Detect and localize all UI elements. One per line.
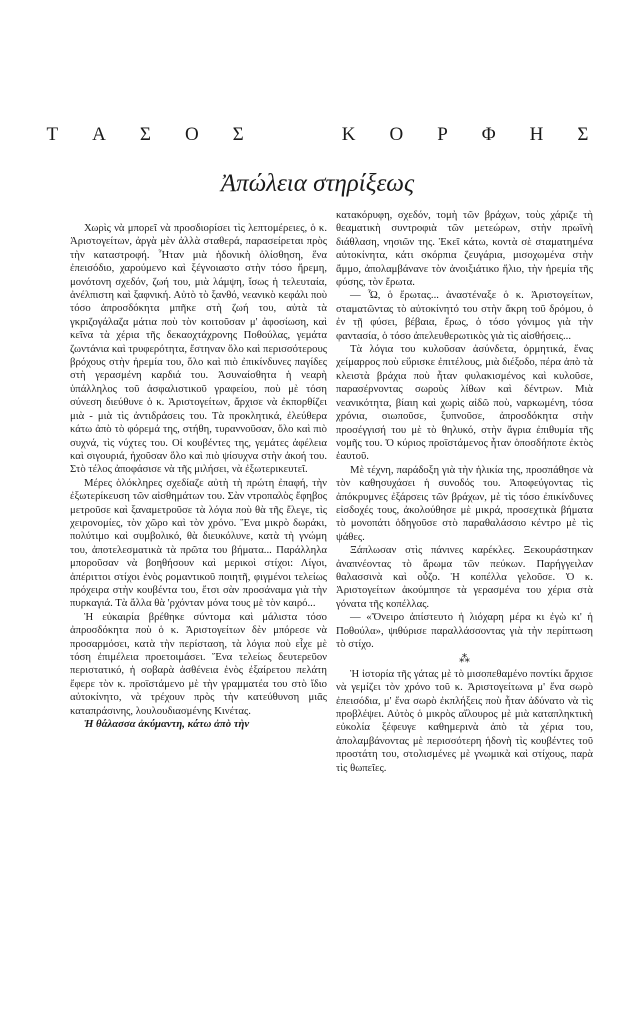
author-name <box>0 124 635 148</box>
paragraph: Μέρες ὁλόκληρες σχεδίαζε αὐτὴ τὴ πρώτη ἐπαφή, τὴν ἐξωτερίκευση τῶν αἰσθημάτων του. Σὰν ντροπαλὸς ἔφηβος μετροῦσε καὶ ξαναμετροῦσε τὰ λόγια ποὺ θὰ τῆς ἔλεγε, τὶς χειρονομίες, τὸν χῶρο καὶ τὸν χρόνο. Ἕνα μικρὸ δωράκι, πολύτιμο καὶ συμβολικό, θὰ διευκόλυνε, κατὰ τὴ γνώμη του, ἀποτελεσματικὰ τὰ πρῶτα του βήματα... Παράλληλα μποροῦσαν νὰ βοηθήσουν καὶ μερικοὶ στίχοι: Λίγοι, ἀπέριττοι στίχοι ἑνὸς ρομαντικοῦ ποιητῆ, φιγμένοι τελείως πρόχειρα στὴν κουβέντα του, ἔτσι σὰν προσάναμα γιὰ τὴν πυρκαγιά. Τὰ ἄλλα θὰ 'ρχόνταν μόνα τους μὲ τὸν καιρό... <box>70 476 327 610</box>
paragraph-lead: Ἡ θάλασσα ἀκύμαντη, κάτω ἀπὸ τὴν <box>84 718 250 731</box>
paragraph: Τὰ λόγια του κυλοῦσαν ἀσύνδετα, ὁρμητικά, ἕνας χείμαρρος ποὺ εὕρισκε ἐπιτέλους, μιὰ διέξοδο, πέρα ἀπὸ τὰ κλειστὰ βράχια ποὺ ἦταν φυλακισμένος καὶ κυλοῦσε, παρασέρνοντας σωροὺς λίθων καὶ δέντρων. Μιὰ νεανικότητα, βίαιη καὶ χωρὶς αἰδῶ ποὺ, ναρκωμένη, τόσα χρόνια, σιωποῦσε, ξυπνοῦσε, ἀπροσδόκητα στὴν προσέγγισή του μὲ τὸ θηλυκό, στὴν ἄγρια ἐπιθυμία τῆς νομῆς του. Ὁ κύριος προϊστάμενος ἦταν ὁποσδήποτε ἐκτὸς ἑαυτοῦ. <box>336 343 593 463</box>
author-letter: Τ <box>46 124 59 145</box>
author-letter <box>278 124 308 148</box>
author-letter: Η <box>529 124 544 145</box>
author-letter: Σ <box>139 124 151 145</box>
author-letter: Κ <box>341 124 356 145</box>
section-break-asterism: ⁂ <box>459 653 470 666</box>
author-letter: Σ <box>232 124 244 145</box>
paragraph: Ἡ ἱστορία τῆς γάτας μὲ τὸ μισοπεθαμένο ποντίκι ἄρχισε νὰ γεμίζει τὸν χρόνο τοῦ κ. Ἀριστογείτωνα μ' ἕνα σωρὸ ἐπεισόδια, μ' ἕνα σωρὸ ἐκπλήξεις ποὺ ἦταν ἀδύνατο νὰ τὶς προβλέψει. Αὐτὸς ὁ μικρὸς αἴλουρος μὲ μιὰ καταπληκτικὴ εὐκολία ξέφευγε καθημερινὰ ἀπὸ τὰ χέρια του, ἀπολαμβάνοντας μὲ περισσότερη ἡδονὴ τὶς κουβέντες τοῦ προστάτη του, στολισμένες μὲ γνωμικὰ καὶ στίχους, παρὰ τὶς θωπεῖες. <box>336 667 593 774</box>
paragraph: — «Ὄνειρο ἀπίστευτο ἡ λιόχαρη μέρα κι ἐγὼ κι' ἡ Ποθούλα», ψιθύρισε παραλλάσσοντας γιὰ τὴν περίπτωση τὸ στίχο. <box>336 611 593 650</box>
author-letter: Ο <box>389 124 404 145</box>
author-letter: Ο <box>184 124 199 145</box>
paragraph: Μὲ τέχνη, παράδοξη γιὰ τὴν ἡλικία της, προσπάθησε νὰ τὸν καθησυχάσει ἡ συνοδός του. Ἀποφεύγοντας τὶς ἀπόκρυμνες ἐξάρσεις τῶν βράχων, μὲ τὶς τόσο ἐπικίνδυνες εἰσδοχές τους, ἀκολούθησε μὲ μικρά, προσεχτικὰ βήματα τὸ μονοπάτι ὁδηγοῦσε στὸ παραθαλάσσιο κέντρο μὲ τὶς ψάθες. <box>336 463 593 543</box>
paragraph: Χωρὶς νὰ μπορεῖ νὰ προσδιορίσει τὶς λεπτομέρειες, ὁ κ. Ἀριστογείτων, ἀργὰ μὲν ἀλλὰ σταθερά, παρασείρεται πρὸς τὴν καταστροφή. Ἦταν μιὰ ἡδονικὴ ὀλίσθηση, ἕνα ἐπεισόδιο, χαρούμενο καὶ ξέγνοιαστο στὴν τόσο ἤρεμη, μονότονη σχεδόν, ζωή του, μιὰ λάμψη, ἴσως ἡ τελευταία, ἀνέλπιστη καὶ ξαφνική. Αὐτὸ τὸ ξανθό, νεανικὸ κεφάλι ποὺ τόσο ἀπροσδόκητα μπῆκε στὴ ζωή του, αὐτὰ τὰ γκριζογάλαζα μάτια ποὺ τὸν κοιτοῦσαν μ' ἀφοσίωση, καὶ κεῖνα τὰ χέρια τῆς δεκαοχτάχρονης Ποθούλας, γεμάτα ζωντάνια καὶ τρυφερότητα, ἔστηναν ὅλο καὶ περισσότερους βρόχους στὴν ἠρεμία του, ὅλο καὶ πιὸ ἐπικίνδυνες παγίδες στὴ γερασμένη καρδιά του. Ἀσυναίσθητα ἡ νεαρὴ ὑπάλληλος τοῦ ἀσφαλιστικοῦ γραφείου, ποὺ μὲ τόση σύνεση διεύθυνε ὁ κ. Ἀριστογείτων, ἄρχισε νὰ ἐκπορθίζει μιὰ - μιὰ τὶς ἀντιδράσεις του. Τὰ προκλητικά, ἐλεύθερα κάτω ἀπὸ τὸ φόρεμά της, στήθη, τυραννοῦσαν, ὅλο καὶ πιὸ συχνά, τὶς νύχτες του. Οἱ κουβέντες της, γεμάτες ἀφέλεια καὶ σιγουριά, ἠχοῦσαν ὅλο καὶ πιὸ ψίσυχνα στὴν ἀκοή του. Στὸ τέλος ἀποφάσισε νὰ τῆς μιλήσει, νὰ ἐξωτερικευτεῖ. <box>70 222 327 476</box>
author-letter: Φ <box>481 124 496 145</box>
author-letter: Ρ <box>437 124 448 145</box>
story-title: Ἀπώλεια στηρίξεως <box>220 170 415 197</box>
paragraph: Ξάπλωσαν στὶς πάνινες καρέκλες. Ξεκουράστηκαν ἀναπνέοντας τὸ ἄρωμα τῶν πεύκων. Παρήγγειλαν θαλασσινὰ καὶ οὖζο. Ἡ κοπέλλα γελοῦσε. Ὁ κ. Ἀριστογείτων ἀκούμπησε τὰ γερασμένα του χέρια στὰ γόνατα τῆς κοπέλλας. <box>336 544 593 610</box>
author-letter: Α <box>92 124 106 145</box>
paragraph: Ἡ εὐκαιρία βρέθηκε σύντομα καὶ μάλιστα τόσο ἀπροσδόκητα ποὺ ὁ κ. Ἀριστογείτων δὲν μπόρεσε νὰ προσαρμόσει, κατὰ τὴν περίσταση, τὰ λόγια ποὺ εἶχε μὲ τόση ἐπιμέλεια προετοιμάσει. Ἕνα τελείως δευτερεῦον περιστατικό, ἡ σοβαρὰ ἀσθένεια ἑνὸς ἐξαίρετου πελάτη ἔφερε τὸν κ. προϊστάμενο μὲ τὴν γραμματέα του στὸ ἴδιο αὐτοκίνητο, νὰ τρέχουν πρὸς τὴν κατεύθυνση μιᾶς καταπράσινης, λουλουδιασμένης Κινέτας. <box>70 610 327 717</box>
paragraph: κατακόρυφη, σχεδόν, τομὴ τῶν βράχων, τοὺς χάριζε τὴ θεαματικὴ συντροφιὰ τῶν μετεώρων, στὴν πρωϊνὴ διάθλαση, νησιῶν της. Ἐκεῖ κάτω, κοντὰ σὲ σταματημένα αὐτοκίνητα, κάτι σκόρπια ζευγάρια, μισοχωμένα στὴν ἄμμο, ἀπολαμβάνανε τὸν ἀνοιξιάτικο ἥλιο, τὴν ἠρεμία τῆς φύσης, τὸν ἔρωτα. <box>336 209 593 289</box>
paragraph: — Ὦ, ὁ ἔρωτας... ἀναστέναξε ὁ κ. Ἀριστογείτων, σταματῶντας τὸ αὐτοκίνητό του στὴν ἄκρη τοῦ δρόμου, ὁ ἐν τῇ φύσει, βέβαια, ἔρως, ὁ τόσο γόνιμος γιὰ τὴν φαντασία, ὁ τόσο ἀπελευθερωτικὸς γιὰ τὶς αἰσθήσεις... <box>336 289 593 342</box>
author-letter: Σ <box>577 124 589 145</box>
right-column <box>336 209 593 775</box>
left-column <box>70 222 327 731</box>
